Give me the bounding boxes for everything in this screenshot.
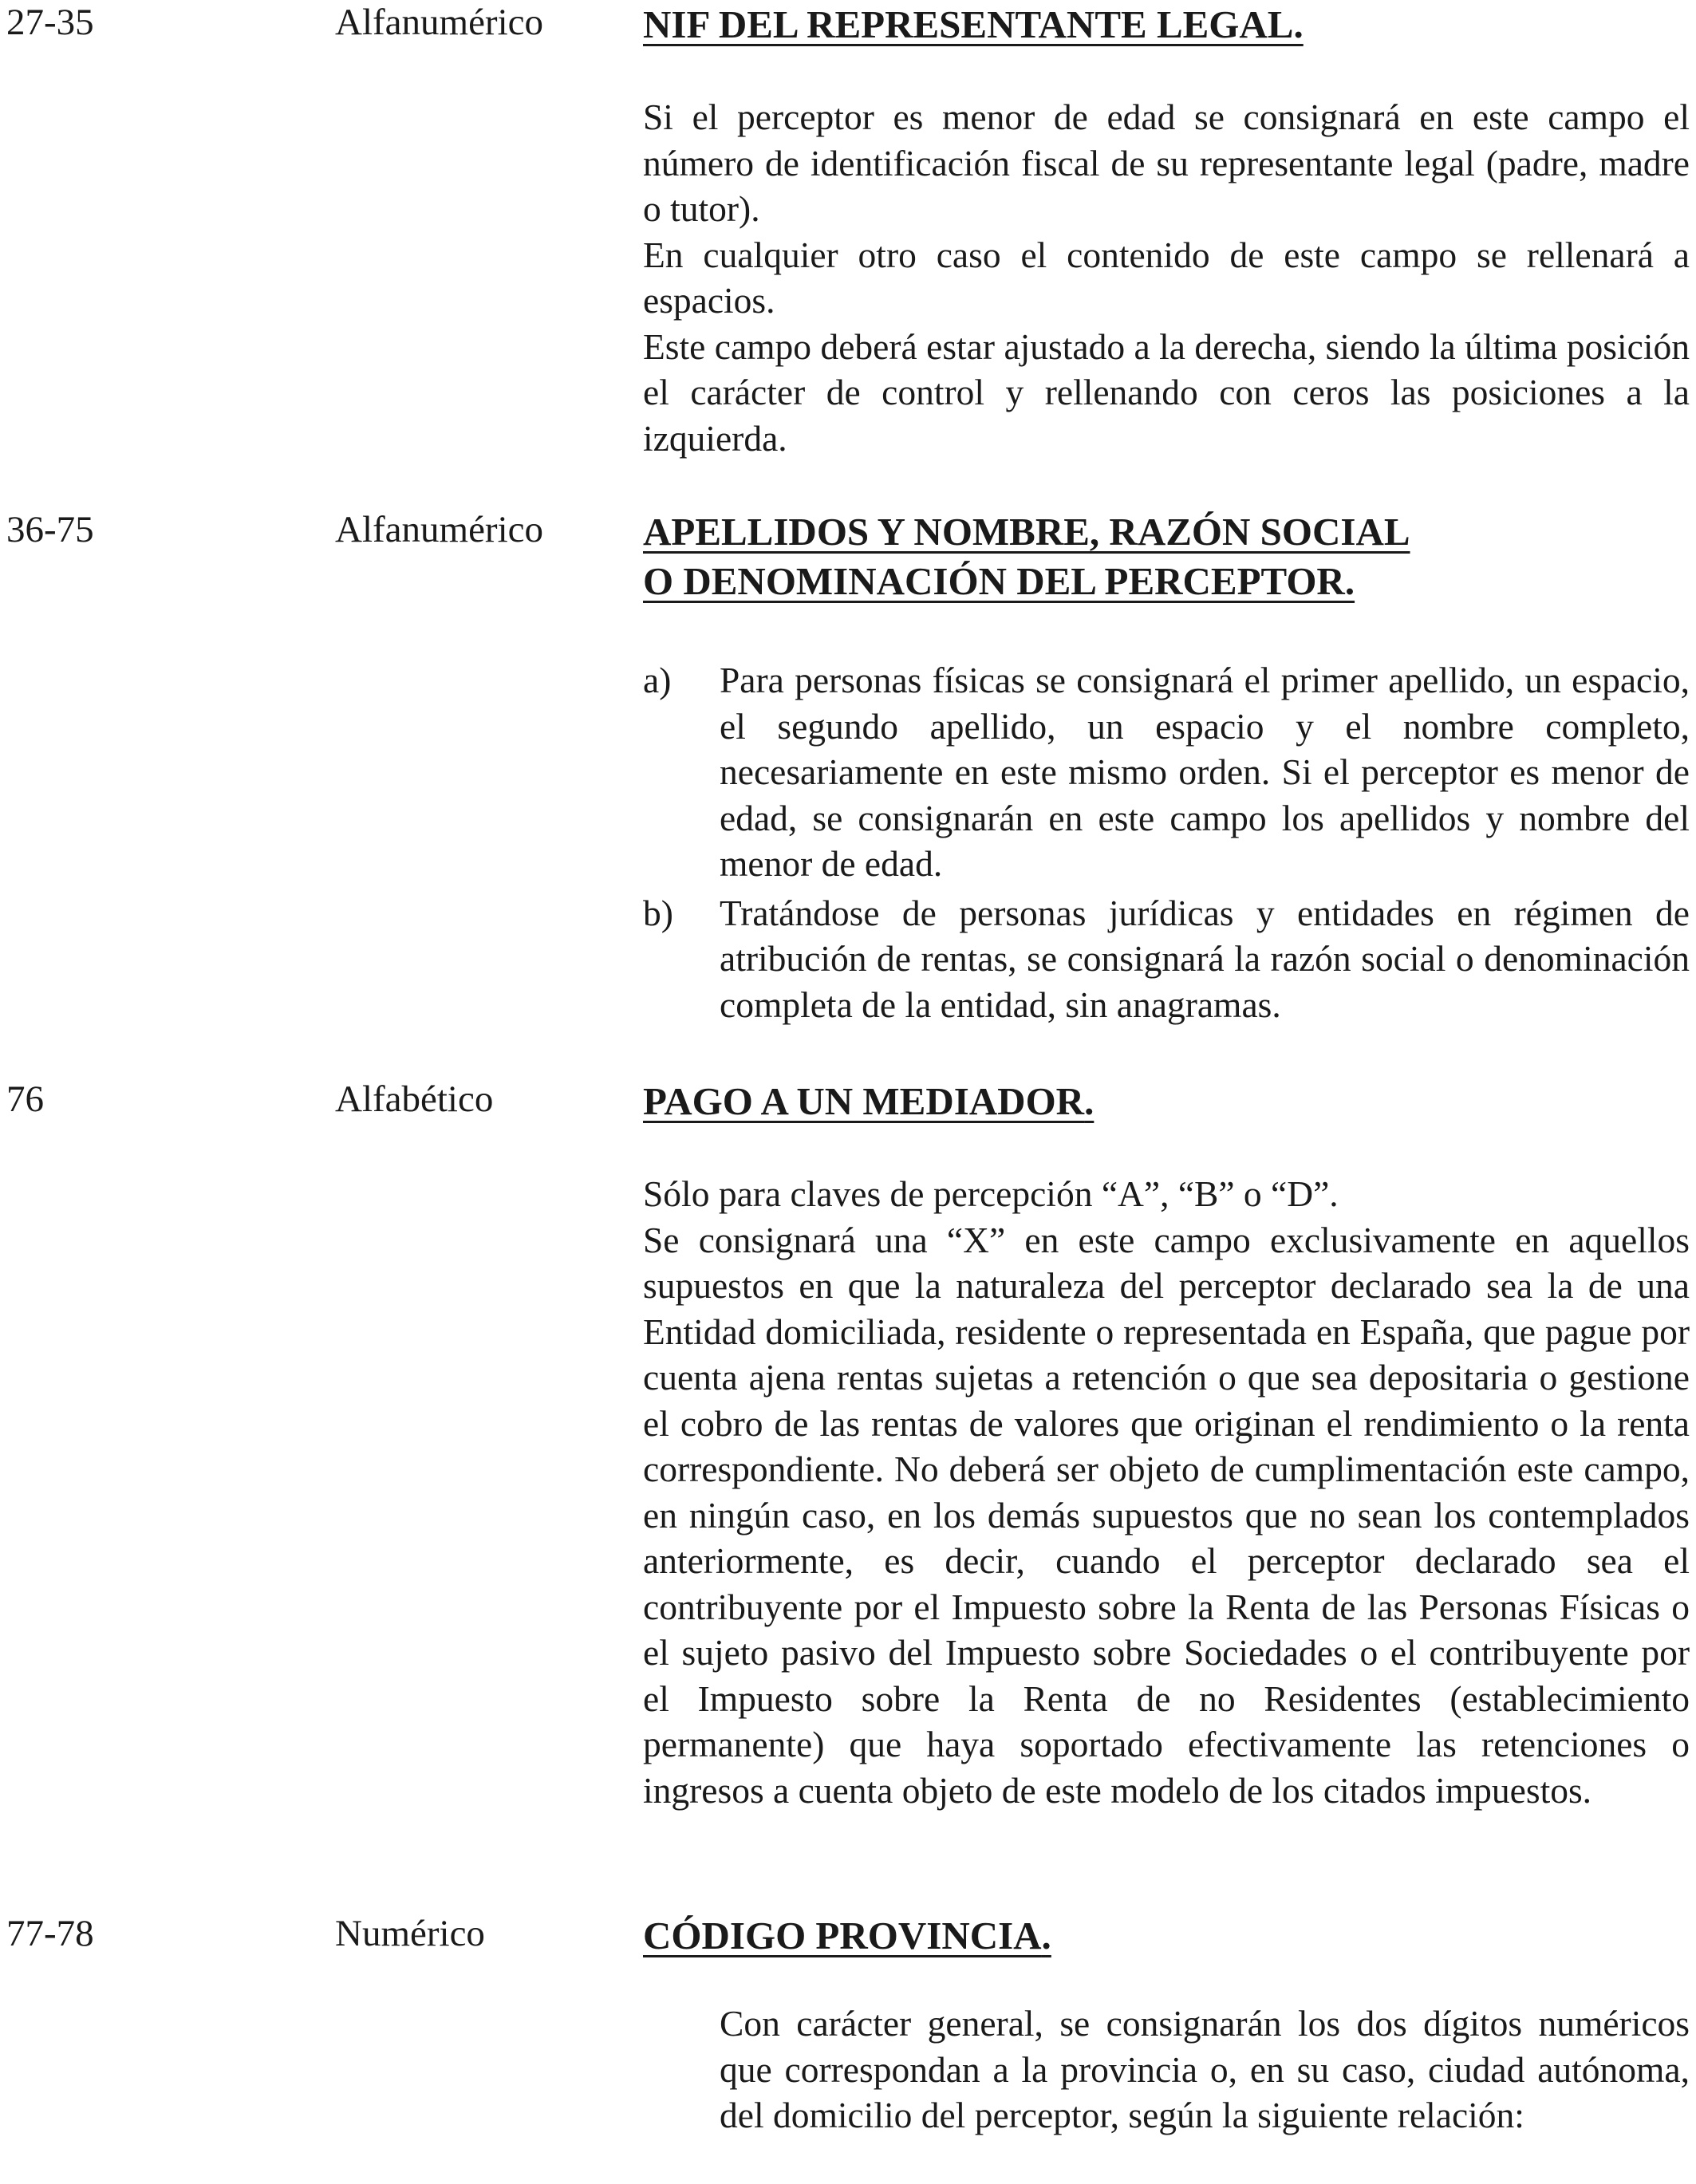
field-type: Alfabético: [335, 1078, 494, 1120]
description-paragraph: Con carácter general, se consignarán los dos dígitos numéricos que correspondan a la provincia o, en su caso, ciudad autónoma, del domicilio del perceptor, según la siguiente relación:: [720, 2003, 1690, 2135]
field-title: PAGO A UN MEDIADOR.: [643, 1079, 1095, 1123]
description-paragraph: Sólo para claves de percepción “A”, “B” o “D”.: [643, 1173, 1339, 1214]
field-position: 77-78: [6, 1913, 94, 1954]
list-item-text: Tratándose de personas jurídicas y entidades en régimen de atribución de rentas, se consignará la razón social o denominación completa de la entidad, sin anagramas.: [720, 892, 1690, 1025]
field-type: Alfanumérico: [335, 2, 544, 43]
description-paragraph: Se consignará una “X” en este campo exclusivamente en aquellos supuestos en que la naturaleza del perceptor declarado sea la de una Entidad domiciliada, residente o representada en España, que pague por cuenta ajena rentas sujetas a retención o que sea depositaria o gestione el cobro de las rentas de valores que originan el rendimiento o la renta correspondiente. No deberá ser objeto de cumplimentación este campo, en ningún caso, en los demás supuestos que no sean los contemplados anteriormente, es decir, cuando el perceptor declarado sea el contribuyente por el Impuesto sobre la Renta de las Personas Físicas o el sujeto pasivo del Impuesto sobre Sociedades o el contribuyente por el Impuesto sobre la Renta de no Residentes (establecimiento permanente) que haya soportado efectivamente las retenciones o ingresos a cuenta objeto de este modelo de los citados impuestos.: [643, 1219, 1690, 1811]
field-position: 27-35: [6, 2, 94, 43]
list-item: [643, 657, 1690, 887]
list-marker: b): [643, 892, 673, 933]
field-description: [720, 2001, 1690, 2139]
field-type: Alfanumérico: [335, 509, 544, 550]
description-paragraph: Si el perceptor es menor de edad se consignará en este campo el número de identificación fiscal de su representante legal (padre, madre o tutor).: [643, 97, 1690, 229]
field-title: [643, 507, 1410, 606]
field-type: Numérico: [335, 1913, 485, 1954]
field-description-list: [643, 657, 1690, 1027]
field-title-line: O DENOMINACIÓN DEL PERCEPTOR.: [643, 559, 1355, 603]
field-title: NIF DEL REPRESENTANTE LEGAL.: [643, 2, 1304, 46]
list-marker: a): [643, 660, 672, 700]
field-title: CÓDIGO PROVINCIA.: [643, 1914, 1051, 1957]
description-paragraph: Este campo deberá estar ajustado a la derecha, siendo la última posición el carácter de control y rellenando con ceros las posiciones a la izquierda.: [643, 325, 1690, 459]
field-position: 76: [6, 1078, 44, 1120]
description-paragraph: En cualquier otro caso el contenido de este campo se rellenará a espacios.: [643, 234, 1690, 321]
list-item: [643, 890, 1690, 1028]
field-description: [643, 94, 1690, 461]
field-title-line: APELLIDOS Y NOMBRE, RAZÓN SOCIAL: [643, 510, 1410, 554]
field-description: [643, 1171, 1690, 1813]
field-position: 36-75: [6, 509, 94, 550]
list-item-text: Para personas físicas se consignará el primer apellido, un espacio, el segundo apellido, un espacio y el nombre completo, necesariamente en este mismo orden. Si el perceptor es menor de edad, se consignarán en este campo los apellidos y nombre del menor de edad.: [720, 660, 1690, 884]
